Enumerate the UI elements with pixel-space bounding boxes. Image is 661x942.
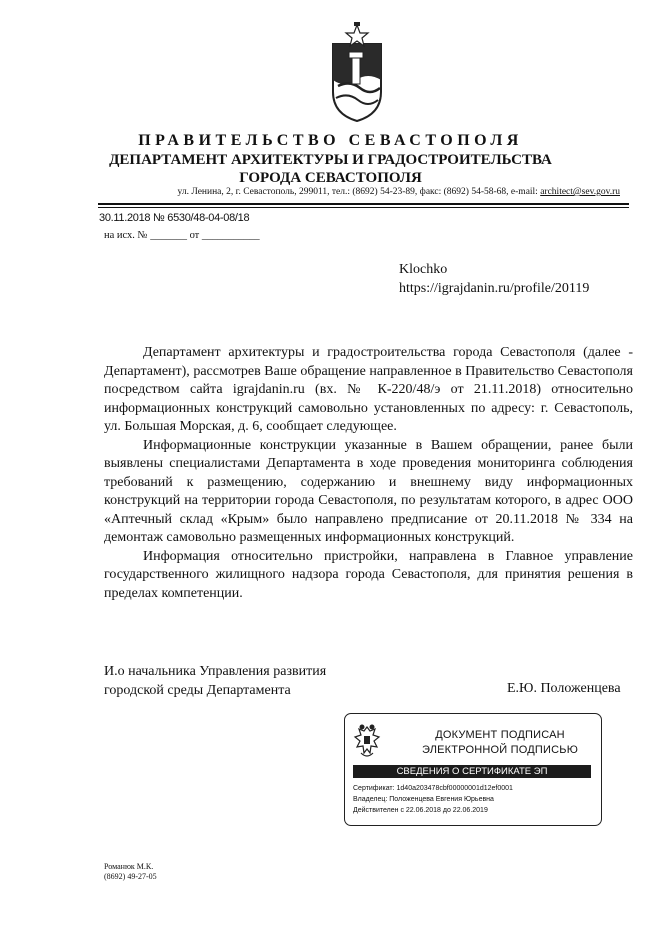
- stamp-title-line2: ЭЛЕКТРОННОЙ ПОДПИСЬЮ: [421, 744, 579, 756]
- recipient-block: [399, 260, 589, 298]
- city-name: ГОРОДА СЕВАСТОПОЛЯ: [239, 170, 422, 186]
- certificate-owner: Владелец: Положенцева Евгения Юрьевна: [353, 796, 494, 803]
- electronic-signature-stamp: [344, 713, 602, 826]
- body-paragraph: Информация относительно пристройки, направлена в Главное управление государственного жилищного надзора города Севастополя, для принятия решения в пределах компетенции.: [104, 548, 633, 601]
- body-paragraph: Информационные конструкции указанные в Вашем обращении, ранее были выявлены специалистами Департамента в ходе проведения мониторинга соблюдения требований к размещению, содержанию и внешнему виду информационных конструкций на территории города Севастополя, по результатам которого, в адрес ООО «Аптечный склад «Крым» было направлено предписание от 20.11.2018 № 334 на демонтаж самовольно размещенных информационных конструкций.: [104, 437, 633, 545]
- recipient-profile-link[interactable]: https://igrajdanin.ru/profile/20119: [399, 281, 590, 296]
- registration-number: 30.11.2018 № 6530/48-04-08/18: [99, 212, 250, 224]
- signatory-name: Е.Ю. Положенцева: [507, 681, 621, 696]
- signatory-title-line: И.о начальника Управления развития: [104, 664, 327, 679]
- certificate-validity: Действителен с 22.06.2018 до 22.06.2019: [353, 807, 488, 814]
- header-divider-thick: [98, 203, 629, 205]
- certificate-info-bar: СВЕДЕНИЯ О СЕРТИФИКАТЕ ЭП: [353, 765, 591, 778]
- signatory-title-line: городской среды Департамента: [104, 683, 291, 698]
- certificate-number: Сертификат: 1d40a203478cbf00000001d12ef0001: [353, 785, 513, 792]
- address-text: ул. Ленина, 2, г. Севастополь, 299011, тел.: (8692) 54-23-89, факс: (8692) 54-58-68, e-mail:: [177, 187, 541, 197]
- executor-phone: (8692) 49-27-05: [104, 872, 157, 881]
- recipient-name: Klochko: [399, 262, 448, 277]
- coat-of-arms-icon: [353, 723, 381, 761]
- body-paragraph: Департамент архитектуры и градостроительства города Севастополя (далее - Департамент), рассмотрев Ваше обращение направленное в Правительство Севастополя посредством сайта igrajdanin.ru (вх. № К-220/48/э от 21.11.2018) относительно информационных конструкций самовольно установленных по адресу: г. Севастополь, ул. Большая Морская, д. 6, сообщает следующее.: [104, 345, 633, 434]
- government-name: ПРАВИТЕЛЬСТВО СЕВАСТОПОЛЯ: [138, 132, 523, 149]
- department-name: ДЕПАРТАМЕНТ АРХИТЕКТУРЫ И ГРАДОСТРОИТЕЛЬСТВА: [109, 152, 552, 168]
- executor-name: Романюк М.К.: [104, 862, 154, 871]
- letter-body: [104, 344, 633, 603]
- signatory-title: [104, 662, 326, 700]
- reference-line: на исх. № _______ от ___________: [104, 230, 260, 241]
- header-divider-thin: [98, 207, 629, 208]
- sevastopol-coat-of-arms-icon: [330, 22, 384, 122]
- contact-line: [100, 187, 620, 197]
- stamp-title-line1: ДОКУМЕНТ ПОДПИСАН: [435, 729, 565, 741]
- email-link[interactable]: architect@sev.gov.ru: [540, 187, 620, 197]
